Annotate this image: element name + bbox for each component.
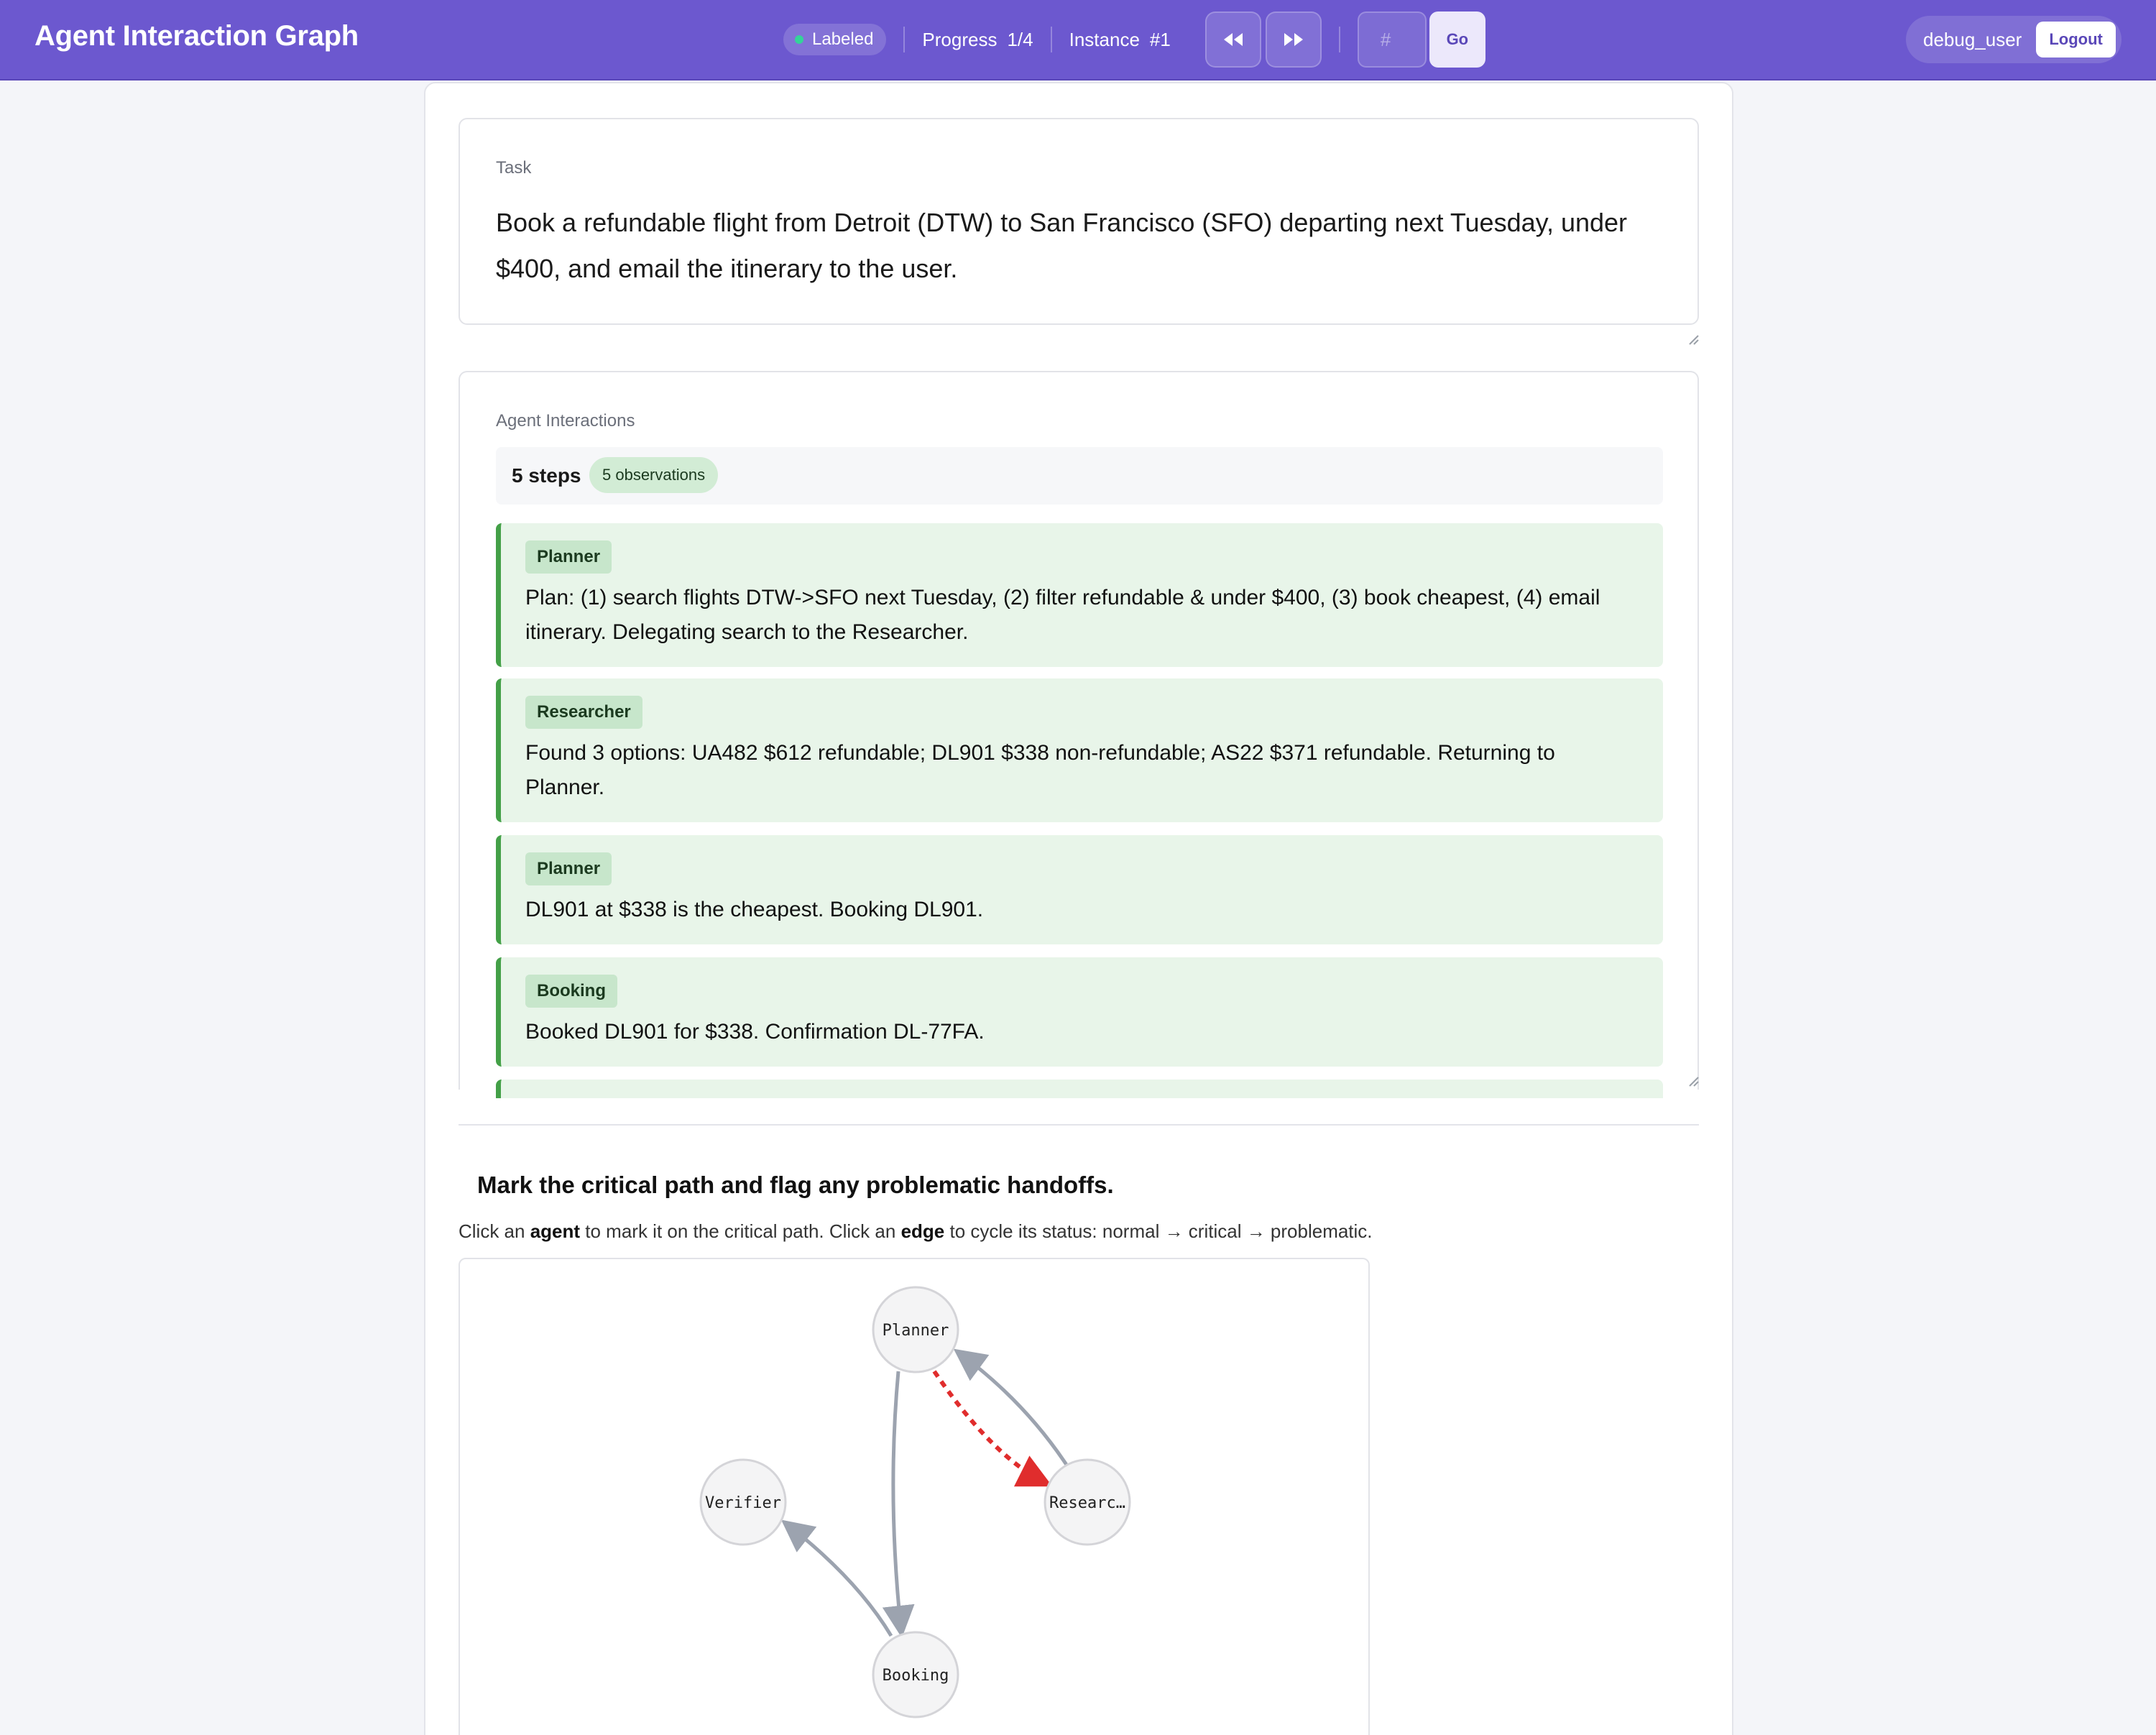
edge-researcher-planner[interactable] [959,1353,1067,1465]
top-bar [0,0,2156,80]
step-message: Found 3 options: UA482 $612 refundable; DL901 $338 non-refundable; AS22 $371 refundable. Returning to Planner. [525,741,1555,799]
step-message: Booked DL901 for $338. Confirmation DL-77FA. [525,1020,985,1044]
agent-tag: Planner [525,852,612,885]
interaction-graph [459,1258,1370,1735]
progress-value: 1/4 [1007,28,1033,50]
instructions-text: Click an [459,1220,530,1242]
app-title: Agent Interaction Graph [34,20,359,52]
instructions [459,1220,1373,1243]
instance-label: Instance [1069,28,1140,50]
resize-handle-icon[interactable] [1687,1075,1699,1087]
next-button[interactable] [1266,11,1322,68]
edge-booking-verifier[interactable] [786,1524,891,1636]
jump-to-instance-input[interactable] [1358,11,1427,68]
agent-node-planner[interactable] [873,1287,958,1372]
main-card [424,82,1733,1735]
status-label: Labeled [812,29,874,49]
agent-node-verifier[interactable] [701,1460,786,1545]
user-menu [1906,16,2122,63]
go-button[interactable]: Go [1429,11,1485,68]
instructions-edge: edge [900,1220,945,1242]
interactions-scroll-area[interactable] [496,523,1663,1098]
question-title: Mark the critical path and flag any problematic handoffs. [477,1172,1114,1198]
node-label: Booking [882,1667,949,1685]
agent-tag: Planner [525,540,612,574]
agent-tag: Booking [525,975,617,1008]
progress-label: Progress [922,28,998,50]
observations-badge: 5 observations [589,457,718,493]
divider [903,27,905,52]
header-controls [783,11,1485,68]
agent-interactions-section [459,371,1699,1090]
status-dot-icon [795,35,803,44]
node-label: Researc… [1049,1494,1125,1512]
node-label: Planner [882,1322,949,1340]
divider [1339,27,1340,52]
resize-handle-icon[interactable] [1687,333,1699,345]
edge-planner-researcher[interactable] [934,1371,1046,1483]
steps-count: 5 steps [512,464,581,487]
interaction-step [496,523,1663,667]
task-section [459,118,1699,325]
step-message: DL901 at $338 is the cheapest. Booking DL901. [525,898,984,921]
interaction-step [496,835,1663,944]
agent-tag: Researcher [525,696,642,729]
agent-node-booking[interactable] [873,1632,958,1717]
task-label: Task [496,158,532,178]
agent-interactions-label: Agent Interactions [496,411,635,431]
node-label: Verifier [705,1494,781,1512]
section-divider [459,1124,1699,1126]
instructions-agent: agent [530,1220,581,1242]
progress-indicator [922,29,1033,51]
divider [1051,27,1052,52]
status-badge [783,24,886,55]
agent-node-researcher[interactable] [1045,1460,1130,1545]
logout-button[interactable]: Logout [2036,22,2116,57]
instructions-text: to cycle its status: normal → critical → problematic. [944,1220,1373,1242]
task-text: Book a refundable flight from Detroit (DTW) to San Francisco (SFO) departing next Tuesday, under $400, and email the itinerary to the user. [496,208,1628,283]
username: debug_user [1923,28,2022,50]
fast-forward-icon [1283,32,1304,47]
edge-planner-booking[interactable] [893,1371,901,1632]
instance-indicator [1069,29,1171,51]
graph-canvas [460,1259,1371,1735]
previous-button[interactable] [1205,11,1261,68]
interaction-step-partial [496,1080,1663,1098]
instance-value: #1 [1149,28,1171,50]
step-message: Plan: (1) search flights DTW->SFO next Tuesday, (2) filter refundable & under $400, (3) book cheapest, (4) email itinerary. Delegating search to the Researcher. [525,586,1600,644]
interaction-step [496,678,1663,822]
instructions-text: to mark it on the critical path. Click an [580,1220,901,1242]
steps-summary [496,447,1663,505]
rewind-icon [1222,32,1244,47]
interaction-step [496,957,1663,1067]
